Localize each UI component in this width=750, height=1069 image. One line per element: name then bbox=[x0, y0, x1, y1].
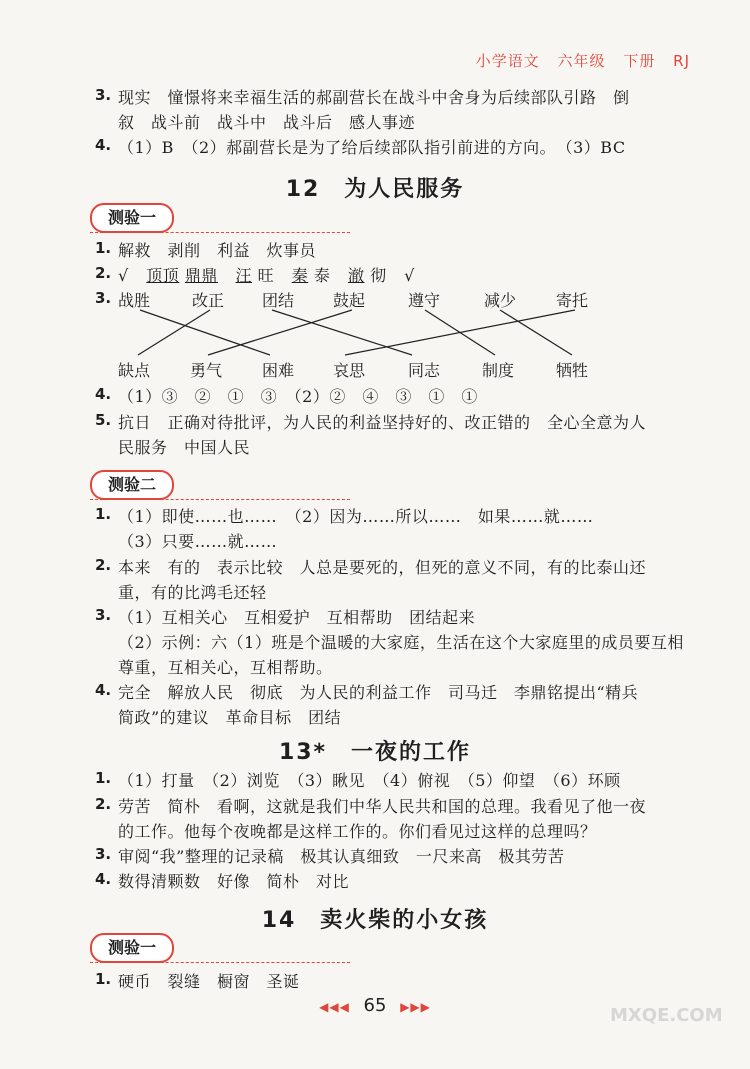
header-term: 下册 bbox=[623, 52, 656, 70]
answer-text: 简政”的建议 革命目标 团结 bbox=[118, 708, 342, 727]
answer-word: 泰 bbox=[313, 266, 331, 285]
question-number: 3. bbox=[95, 289, 112, 307]
match-word-bottom: 哀思 bbox=[333, 361, 366, 380]
question-number: 1. bbox=[95, 505, 112, 523]
match-word-bottom: 同志 bbox=[408, 361, 441, 380]
lesson-title: 12 为人民服务 bbox=[285, 177, 465, 202]
match-word-top: 改正 bbox=[192, 291, 225, 310]
section-tag: 测验二 bbox=[90, 470, 174, 500]
question-number: 3. bbox=[95, 86, 112, 104]
answer-text: （1）③ ② ① ③ （2）② ④ ③ ① ① bbox=[118, 387, 478, 406]
answer-text: 尊重，互相关心，互相帮助。 bbox=[118, 658, 333, 677]
answer-text: 现实 憧憬将来幸福生活的郝副营长在战斗中舍身为后续部队引路 倒 bbox=[118, 88, 630, 107]
right-arrows-icon: ▶▶▶ bbox=[400, 1000, 431, 1014]
match-word-bottom: 缺点 bbox=[118, 361, 151, 380]
question-number: 4. bbox=[95, 681, 112, 699]
answer-text: （1）打量 （2）浏览 （3）瞅见 （4）俯视 （5）仰望 （6）环顾 bbox=[118, 771, 621, 790]
section-divider bbox=[90, 962, 350, 964]
match-word-bottom: 制度 bbox=[482, 361, 515, 380]
answer-text: 数得清颗数 好像 简朴 对比 bbox=[118, 872, 350, 891]
answer-word: 鼎鼎 bbox=[184, 266, 218, 285]
answer-text: 本来 有的 表示比较 人总是要死的，但死的意义不同，有的比泰山还 bbox=[118, 558, 647, 577]
lesson-title: 14 卖火柴的小女孩 bbox=[261, 908, 489, 933]
answer-text: 抗日 正确对待批评，为人民的利益坚持好的、改正错的 全心全意为人 bbox=[118, 413, 647, 432]
section-divider bbox=[90, 499, 350, 501]
question-number: 2. bbox=[95, 795, 112, 813]
answer-text: 硬币 裂缝 橱窗 圣诞 bbox=[118, 972, 300, 991]
section-tag: 测验一 bbox=[90, 933, 174, 963]
question-number: 4. bbox=[95, 136, 112, 154]
page-number: 65 bbox=[363, 995, 387, 1016]
match-word-top: 团结 bbox=[262, 291, 295, 310]
question-number: 1. bbox=[95, 239, 112, 257]
answer-text: （1）即使……也…… （2）因为……所以…… 如果……就…… bbox=[118, 507, 594, 526]
answer-word: 旺 bbox=[257, 266, 275, 285]
question-number: 2. bbox=[95, 556, 112, 574]
header-subject: 小学语文 bbox=[475, 52, 540, 70]
match-word-bottom: 勇气 bbox=[190, 361, 223, 380]
answer-word: 汪 bbox=[235, 266, 253, 285]
answer-word: 顶顶 bbox=[146, 266, 180, 285]
answer-word: 彻 bbox=[370, 266, 387, 285]
header-edition: RJ bbox=[673, 52, 690, 70]
answer-text: （3）只要……就…… bbox=[118, 532, 278, 551]
question-number: 3. bbox=[95, 606, 112, 624]
match-word-bottom: 困难 bbox=[262, 361, 295, 380]
answer-text: 解救 剥削 利益 炊事员 bbox=[118, 241, 317, 260]
question-number: 4. bbox=[95, 385, 112, 403]
watermark: MXQE.COM bbox=[610, 1005, 723, 1026]
check-mark: √ bbox=[118, 266, 129, 285]
check-mark: √ bbox=[404, 266, 415, 285]
answer-text: （1）B （2）郝副营长是为了给后续部队指引前进的方向。 （3）BC bbox=[118, 138, 626, 157]
question-number: 3. bbox=[95, 845, 112, 863]
match-word-top: 鼓起 bbox=[333, 291, 366, 310]
match-word-top: 减少 bbox=[484, 291, 517, 310]
answer-text: 完全 解放人民 彻底 为人民的利益工作 司马迁 李鼎铭提出“精兵 bbox=[118, 683, 639, 702]
match-word-top: 寄托 bbox=[556, 291, 589, 310]
question-number: 4. bbox=[95, 870, 112, 888]
header-grade: 六年级 bbox=[557, 52, 606, 70]
question-number: 1. bbox=[95, 970, 112, 988]
section-tag: 测验一 bbox=[90, 203, 174, 233]
match-word-bottom: 牺牲 bbox=[556, 361, 589, 380]
answer-word: 秦 bbox=[291, 266, 309, 285]
match-word-top: 战胜 bbox=[118, 291, 151, 310]
match-word-top: 遵守 bbox=[408, 291, 441, 310]
answer-text: 的工作。他每个夜晚都是这样工作的。你们看见过这样的总理吗？ bbox=[118, 822, 597, 841]
answer-text: 审阅“我”整理的记录稿 极其认真细致 一尺来高 极其劳苦 bbox=[118, 847, 565, 866]
answer-text: 民服务 中国人民 bbox=[118, 438, 251, 457]
question-number: 5. bbox=[95, 411, 112, 429]
left-arrows-icon: ◀◀◀ bbox=[319, 1000, 350, 1014]
answer-text: 叙 战斗前 战斗中 战斗后 感人事迹 bbox=[118, 113, 416, 132]
answer-word: 澈 bbox=[347, 266, 365, 285]
answer-text: 劳苦 简朴 看啊，这就是我们中华人民共和国的总理。我看见了他一夜 bbox=[118, 797, 647, 816]
question-number: 2. bbox=[95, 264, 112, 282]
answer-text: （2）示例：六（1）班是个温暖的大家庭，生活在这个大家庭里的成员要互相 bbox=[118, 633, 684, 652]
answer-text: 重，有的比鸿毛还轻 bbox=[118, 583, 267, 602]
question-number: 1. bbox=[95, 769, 112, 787]
answer-text: （1）互相关心 互相爱护 互相帮助 团结起来 bbox=[118, 608, 476, 627]
lesson-title: 13* 一夜的工作 bbox=[278, 740, 472, 765]
